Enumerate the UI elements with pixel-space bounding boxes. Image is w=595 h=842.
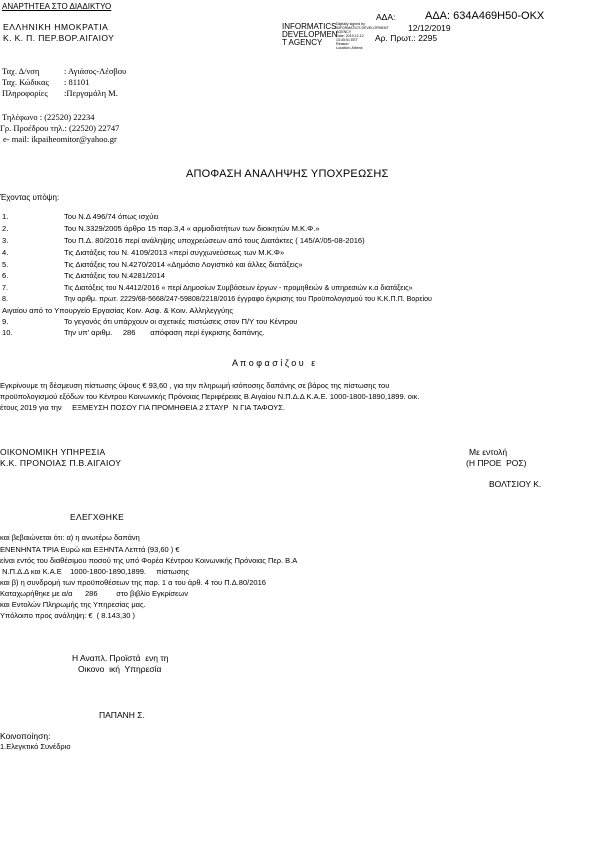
contact-value-address: : Αγιάσος-Λέσβου xyxy=(64,66,127,76)
signature-detail: Location: Athens xyxy=(336,46,363,50)
list-number: 3. xyxy=(2,236,9,245)
watermark-line-2: DEVELOPMEN xyxy=(282,30,338,39)
list-item xyxy=(2,283,413,292)
list-item xyxy=(2,212,159,221)
list-item xyxy=(2,328,265,337)
finance-service-sign-label: Οικονο ική Υπηρεσία xyxy=(78,664,162,674)
president-label: (Η ΠΡΟΕ ΡΟΣ) xyxy=(466,458,527,468)
check-line-3: είναι εντός του διαθέσιμου ποσού της υπό Φορέα Κέντρου Κοινωνικής Πρόνοιας Περ. Β.Α xyxy=(0,556,298,565)
finance-service-label: ΟΙΚΟΝΟΜΙΚΗ ΥΠΗΡΕΣΙΑ xyxy=(0,447,106,457)
list-item-continuation xyxy=(2,306,233,315)
list-text: Τις Διατάξεις του Ν.4281/2014 xyxy=(64,271,165,280)
list-item xyxy=(2,295,432,303)
watermark-line-3: T AGENCY xyxy=(282,38,323,47)
list-item xyxy=(2,248,284,257)
list-item xyxy=(2,260,303,269)
list-item xyxy=(2,317,297,326)
document-date: 12/12/2019 xyxy=(408,23,451,33)
contact-label-postcode: Ταχ. Κώδικας xyxy=(2,77,49,87)
check-line-1: και βεβαιώνεται ότι: α) η ανωτέρω δαπάνη xyxy=(0,533,140,542)
signature-detail: INFORMATICS DEVELOPMENT xyxy=(336,26,389,30)
list-number: 7. xyxy=(2,283,8,292)
contact-value-postcode: : 81101 xyxy=(64,77,90,87)
phone-line: Τηλέφωνο : (22520) 22234 xyxy=(2,112,95,122)
ada-label: ΑΔΑ: xyxy=(376,12,396,22)
list-text: Τις Διατάξεις του Ν.4412/2016 « περί Δημοσίων Συμβάσεων έργων - προμηθειών & υπηρεσιών κ.α διατάξεις» xyxy=(64,283,413,292)
check-line-6: Καταχωρήθηκε με α/α 286 στο βιβλίο Εγκρίσεων xyxy=(0,589,188,598)
considering-heading: Έχοντας υπόψη: xyxy=(0,193,60,202)
signature-detail: Date: 2019.12.12 xyxy=(336,34,364,38)
checked-heading: ΕΛΕΓΧΘΗΚΕ xyxy=(70,512,125,522)
list-text: Τις Διατάξεις του Ν.4270/2014 «Δημόσιο Λογιστικό και άλλες διατάξεις» xyxy=(64,260,303,269)
check-line-8: Υπόλοιπο προς ανάληψη: € ( 8.143,30 ) xyxy=(0,611,136,620)
contact-value-info: :Περγαμάλη Μ. xyxy=(64,88,118,98)
list-text: Τις Διατάξεις του Ν. 4109/2013 «περί συγχωνεύσεως των Μ.Κ.Φ» xyxy=(64,248,285,257)
signatory-name: ΒΟΛΤΣΙΟΥ Κ. xyxy=(489,479,542,489)
list-number: 6. xyxy=(2,271,9,280)
list-text: Την αριθμ. πρωτ. 2229/68-5668/247-59808/2218/2016 έγγραφο έγκρισης του Προϋπολογισμού του Κ.Κ.Π.Π. Βορείου xyxy=(64,295,432,303)
check-line-7: και Εντολών Πληρωμής της Υπηρεσίας μας. xyxy=(0,600,146,609)
approval-line-1: Εγκρίνουμε τη δέσμευση πίστωσης ύψους € 93,60 , για την πληρωμή ισόποσης δαπάνης σε βάρος της πίστωσης του xyxy=(0,381,390,390)
org-line-1: ΕΛΛΗΝΙΚΗ ΗΜΟΚΡΑΤΙΑ xyxy=(3,22,109,32)
list-number: 4. xyxy=(2,248,9,257)
check-line-4: Ν.Π.Δ.Δ και Κ.Α.Ε 1000-1800-1890,1899. πίστωσης xyxy=(0,567,190,576)
org-line-2: Κ. Κ. Π. ΠΕΡ.ΒΟΡ.ΑΙΓΑΙΟΥ xyxy=(3,33,115,43)
list-text: Το γεγονός ότι υπάρχουν οι σχετικές πιστώσεις στον Π/Υ του Κέντρου xyxy=(64,317,298,326)
signature-detail: AGENCY xyxy=(336,30,352,34)
list-item xyxy=(2,271,165,280)
list-item xyxy=(2,236,365,245)
deputy-head-label: Η Αναπλ. Προϊστά ενη τη xyxy=(72,653,169,663)
protocol-number: Αρ. Πρωτ.: 2295 xyxy=(375,33,438,43)
list-number: 9. xyxy=(2,317,9,326)
document-title: ΑΠΟΦΑΣΗ ΑΝΑΛΗΨΗΣ ΥΠΟΧΡΕΩΣΗΣ xyxy=(186,168,389,180)
notification-label: Κοινοποίηση: xyxy=(0,731,51,741)
ada-value: ΑΔΑ: 634Α469Η50-ΟΚΧ xyxy=(425,10,545,22)
email-line[interactable]: e- mail: ikpaiheomitor@yahoo.gr xyxy=(3,134,117,144)
finance-service-org: Κ.Κ. ΠΡΟΝΟΙΑΣ Π.Β.ΑΙΓΑΙΟΥ xyxy=(0,458,122,468)
contact-label-info: Πληροφορίες xyxy=(2,88,48,98)
list-text: Την υπ' αριθμ. 286 απόφαση περί έγκρισης δαπάνης. xyxy=(64,328,265,337)
watermark-line-1: INFORMATICS xyxy=(282,22,337,31)
list-number: 2. xyxy=(2,224,9,233)
list-item xyxy=(2,224,320,233)
list-number: 5. xyxy=(2,260,9,269)
check-line-5: και β) η συνδρομή των προϋποθέσεων της παρ. 1 α του άρθ. 4 του Π.Δ.80/2016 xyxy=(0,578,266,587)
fax-line: Γρ. Προέδρου τηλ.: (22520) 22747 xyxy=(0,123,120,133)
top-link-posted-online[interactable]: ΑΝΑΡΤΗΤΕΑ ΣΤΟ ΔΙΑΔΙΚΤΥΟ xyxy=(2,2,112,11)
list-number: 10. xyxy=(2,328,13,337)
deputy-head-name: ΠΑΠΑΝΗ Σ. xyxy=(99,710,145,720)
decision-heading: Α π ο φ α σ ί ζ ο υ ε xyxy=(232,358,316,368)
check-line-2: ΕΝΕΝΗΝΤΑ ΤΡΙΑ Ευρώ και ΕΞΗΝΤΑ Λεπτά (93,60 ) € xyxy=(0,545,180,554)
notification-item: 1.Ελεγκτικό Συνέδριο xyxy=(0,742,71,751)
approval-line-2: προϋπολογισμού εξόδων του Κέντρου Κοινωνικής Πρόνοιας Περιφέρειας Β.Αιγαίου Ν.Π.Δ.Δ Κ.Α.Ε. 1000-1800-1890,1899. οικ. xyxy=(0,392,420,401)
approval-line-3: έτους 2019 για την ΕΞΜΕΥΣΗ ΠΟΣΟΥ ΓΙΑ ΠΡΟΜΗΘΕΙΑ 2 ΣΤΑΥΡ Ν ΓΙΑ ΤΑΦΟΥΣ. xyxy=(0,403,285,412)
list-text: Του Π.Δ. 80/2016 περί ανάληψης υποχρεώσεων από τους Διατάκτες ( 145/Α'/05-08-2016) xyxy=(64,236,365,245)
list-text: Του Ν.3329/2005 άρθρο 15 παρ.3,4 « αρμοδιοτήτων των διοικητών Μ.Κ.Φ.» xyxy=(64,224,320,233)
signature-detail: 13:35:51 EET xyxy=(336,38,358,42)
contact-label-address: Ταχ. Δ/νση xyxy=(2,66,40,76)
signature-detail: Reason: xyxy=(336,42,350,46)
list-number: 1. xyxy=(2,212,9,221)
list-number: 8. xyxy=(2,295,8,303)
by-order-label: Με εντολή xyxy=(469,447,508,457)
signature-detail: Digitally signed by xyxy=(336,22,365,26)
list-text: Αιγαίου από το Υπουργείο Εργασίας Κοιν. Ασφ. & Κοιν. Αλληλεγγύης xyxy=(2,306,234,315)
list-text: Του Ν.Δ 496/74 όπως ισχύει xyxy=(64,212,159,221)
digital-signature-watermark xyxy=(282,23,338,47)
